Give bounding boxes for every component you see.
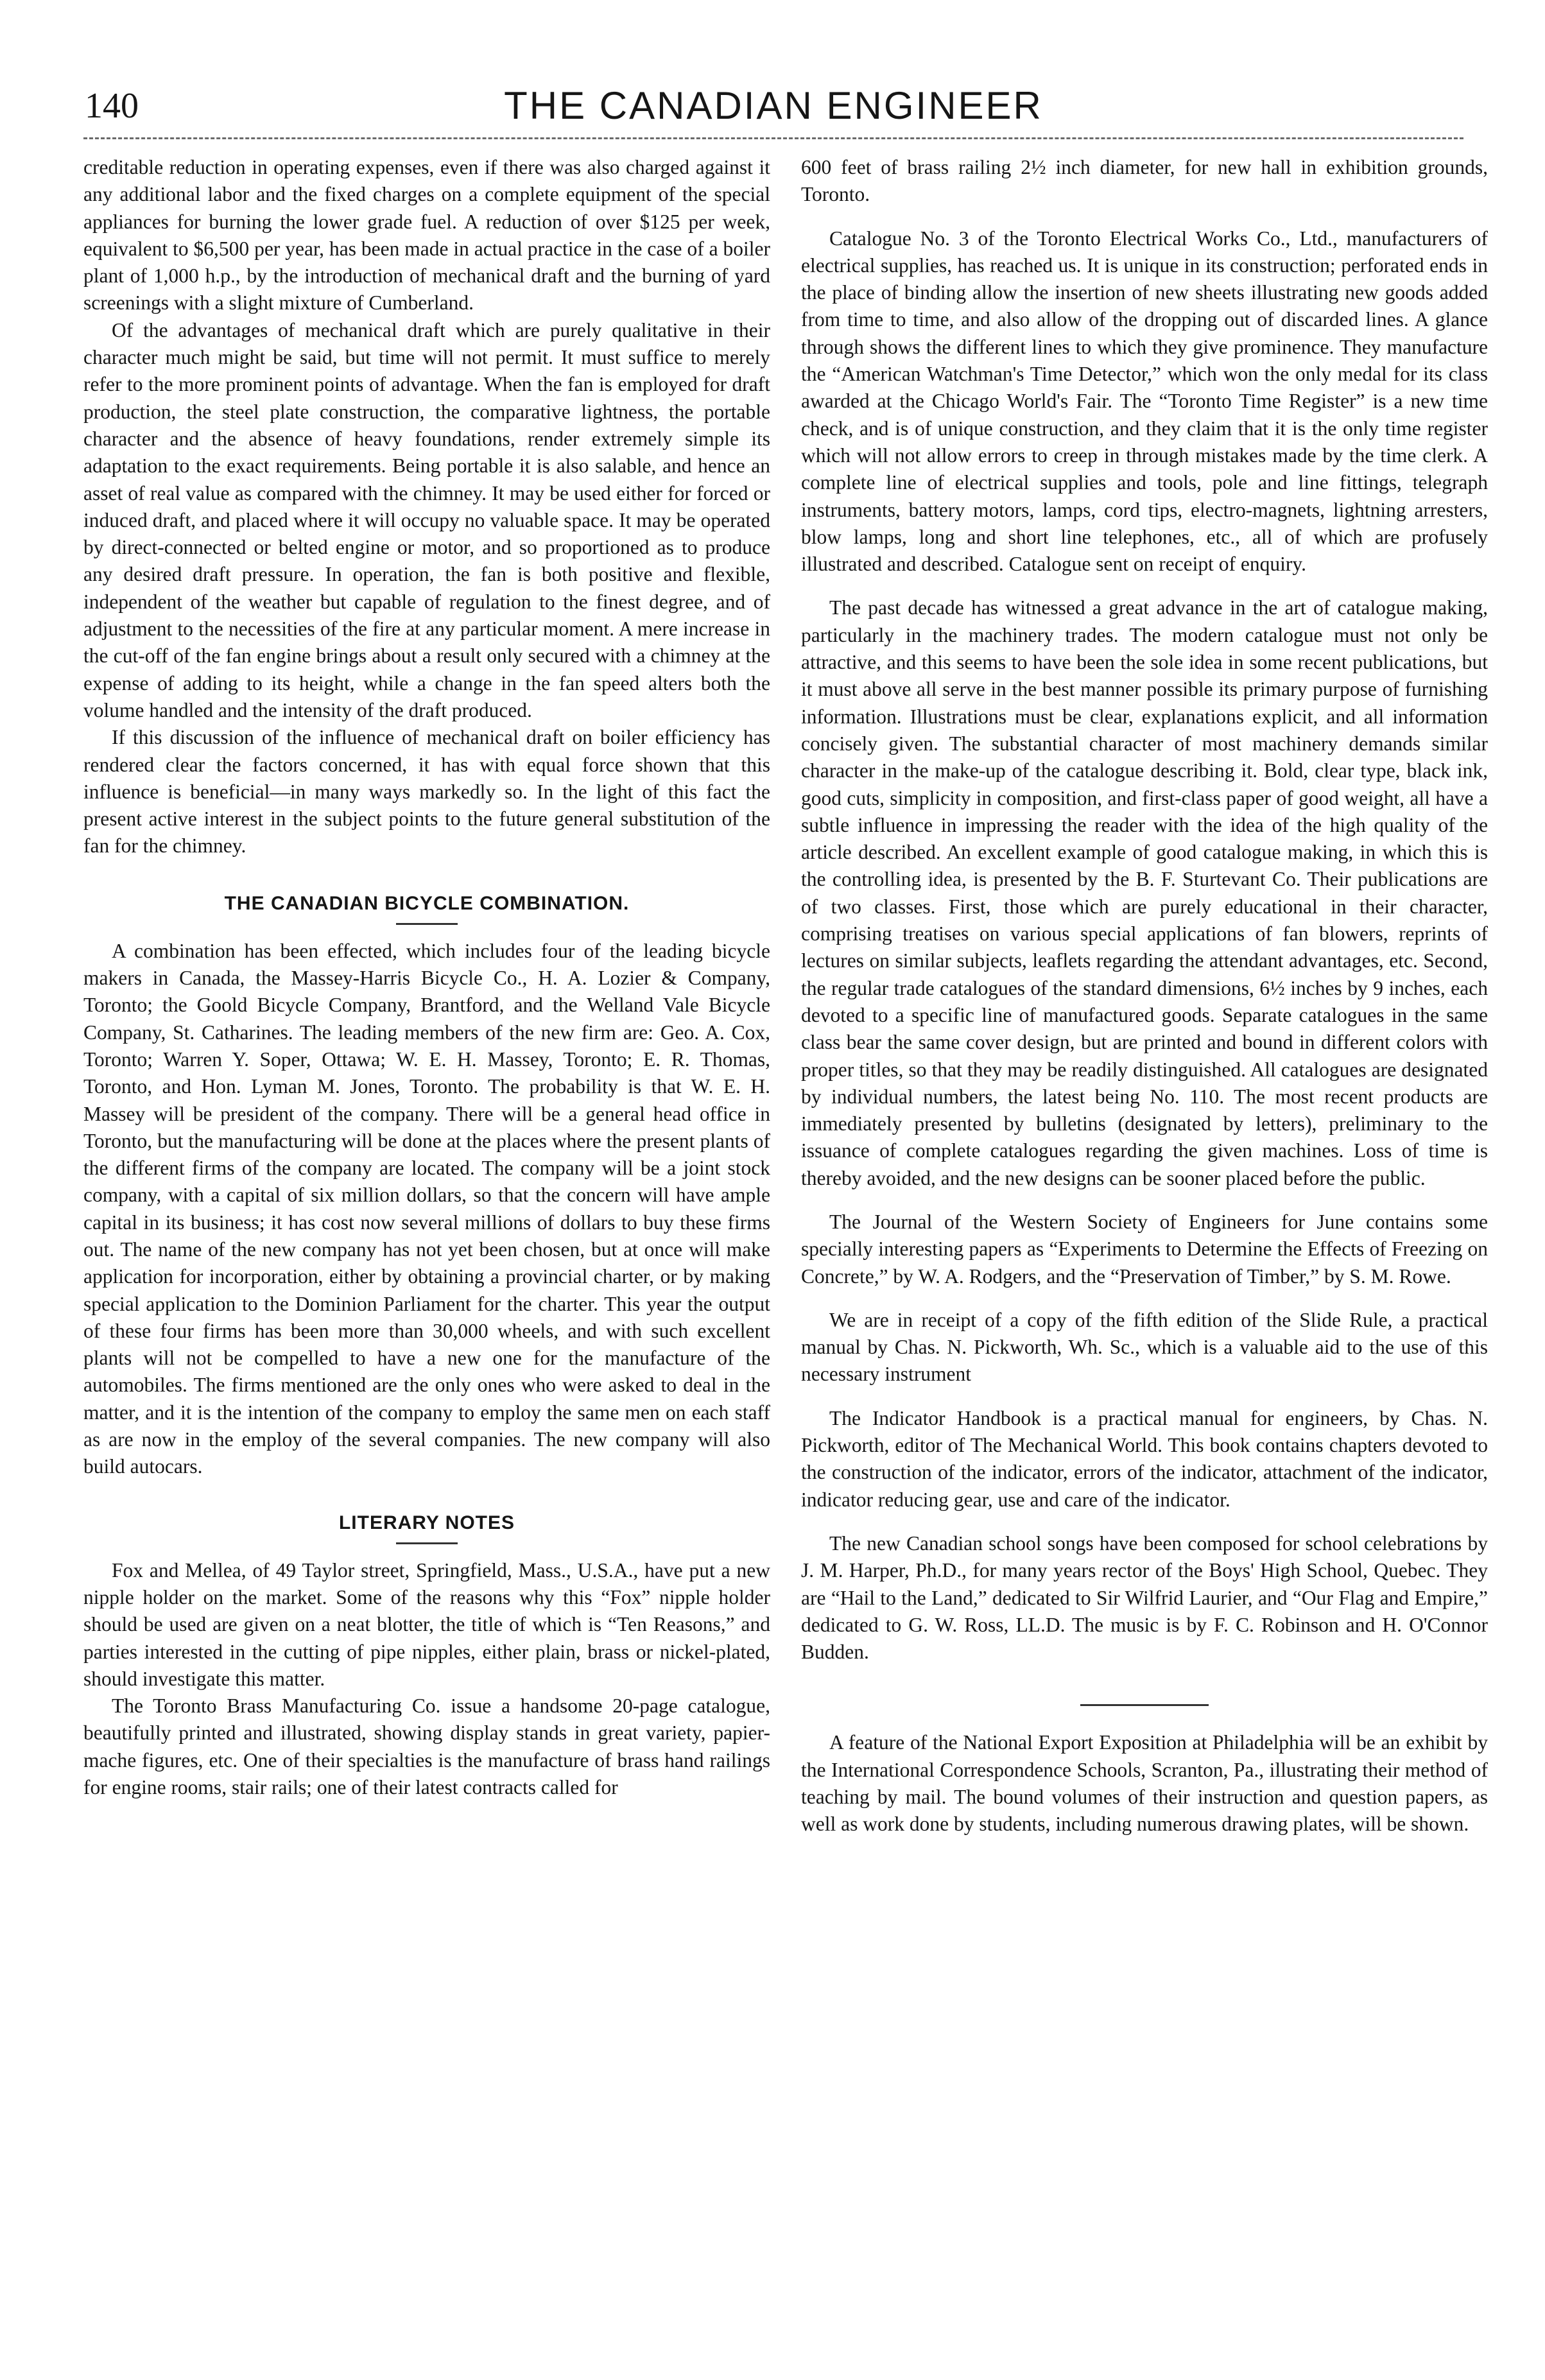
article-paragraph: If this discussion of the influence of mechanical draft on boiler efficiency has rendered clear the factors concerned, it has with equal force shown that this influence is beneficial—in many ways markedly so. In the light of this fact the present active interest in the subject points to the future general substitution of the fan for the chimney. <box>83 726 770 858</box>
section-divider <box>396 923 458 925</box>
section-divider <box>1080 1704 1209 1706</box>
article-paragraph: The Toronto Brass Manufacturing Co. issue a handsome 20-page catalogue, beautifully printed and illustrated, showing display stands in great variety, papier-mache figures, etc. One of their specialties is the manufacture of brass hand railings for engine rooms, stair rails; one of their latest contracts called for <box>83 1694 770 1799</box>
section-heading-literary-notes: LITERARY NOTES <box>338 1512 515 1533</box>
article-paragraph: A combination has been effected, which includes four of the leading bicycle makers in Canada, the Massey-Harris Bicycle Co., H. A. Lozier & Company, Toronto; the Goold Bicycle Company, Brantford, and the Welland Vale Bicycle Company, St. Catharines. The leading members of the new firm are: Geo. A. Cox, Toronto; Warren Y. Soper, Ottawa; W. E. H. Massey, Toronto; E. R. Thomas, Toronto, and Hon. Lyman M. Jones, Toronto. The probability is that W. E. H. Massey will be president of the company. There will be a general head office in Toronto, but the manufacturing will be done at the places where the present plants of the different firms of the company are located. The company will be a joint stock company, with a capital of six million dollars, so that the concern will have ample capital in its business; it has cost now several millions of dollars to buy these firms out. The name of the new company has not yet been chosen, but at once will make application for incorporation, either by obtaining a provincial charter, or by making special application to the Dominion Parliament for the charter. This year the output of these four firms has been more than 30,000 wheels, and with such excellent plants will not be compelled to have a new one for the manufacture of the automobiles. The firms mentioned are the only ones who were asked to deal in the matter, and it is the intention of the company to employ the same men on each staff as are now in the employ of the several companies. The new company will also build autocars. <box>83 939 770 1478</box>
section-heading-bicycle-combination: THE CANADIAN BICYCLE COMBINATION. <box>224 892 630 914</box>
article-paragraph: Fox and Mellea, of 49 Taylor street, Springfield, Mass., U.S.A., have put a new nipple holder on the market. Some of the reasons why this “Fox” nipple holder should be used are given on a neat blotter, the title of which is “Ten Reasons,” and parties interested in the cutting of pipe nipples, either plain, brass or nickel-plated, should investigate this matter. <box>83 1558 770 1690</box>
section-divider <box>396 1542 458 1544</box>
article-paragraph: We are in receipt of a copy of the fifth edition of the Slide Rule, a practical manual by Chas. N. Pickworth, Wh. Sc., which is a valuable aid to the use of this necessary instrument <box>801 1308 1488 1386</box>
journal-title: THE CANADIAN ENGINEER <box>504 84 1043 127</box>
page-header <box>83 82 1463 140</box>
article-paragraph: The new Canadian school songs have been composed for school celebrations by J. M. Harper, Ph.D., for many years rector of the Boys' High School, Quebec. They are “Hail to the Land,” dedicated to Sir Wilfrid Laurier, and “Our Flag and Empire,” dedicated to G. W. Ross, LL.D. The music is by F. C. Robinson and H. O'Connor Budden. <box>801 1531 1488 1664</box>
article-paragraph: The Journal of the Western Society of Engineers for June contains some specially interesting papers as “Experiments to Determine the Effects of Freezing on Concrete,” by W. A. Rodgers, and the “Preservation of Timber,” by S. M. Rowe. <box>801 1210 1488 1288</box>
page-number: 140 <box>85 86 139 126</box>
article-paragraph: 600 feet of brass railing 2½ inch diameter, for new hall in exhibition grounds, Toronto. <box>801 156 1488 206</box>
article-paragraph: The past decade has witnessed a great advance in the art of catalogue making, particularly in the machinery trades. The modern catalogue must not only be attractive, and this seems to have been the sole idea in some recent publications, but it must above all serve in the best manner possible its primary purpose of furnishing information. Illustrations must be clear, explanations explicit, and all information concisely given. The substantial character of most machinery demands similar character in the make-up of the catalogue describing it. Bold, clear type, black ink, good cuts, simplicity in composition, and first-class paper of good weight, all have a subtle influence in impressing the reader with the idea of the high quality of the article described. An excellent example of good catalogue making, in which this is the controlling idea, is presented by the B. F. Sturtevant Co. Their publications are of two classes. First, those which are purely educational in their character, comprising treatises on various special applications of fan blowers, reprints of lectures on similar subjects, leaflets regarding the attendant advantages, etc. Second, the regular trade catalogues of the standard dimensions, 6½ inches by 9 inches, each devoted to a specific line of manufactured goods. Separate catalogues in the same class bear the same cover design, but are printed and bound in different colors with proper titles, so that they may be readily distinguished. All catalogues are designated by individual numbers, the latest being No. 110. The most recent products are immediately presented by bulletins (designated by letters), preliminary to the issuance of complete catalogues regarding the given machines. Loss of time is thereby avoided, and the new designs can be sooner placed before the public. <box>801 596 1488 1189</box>
header-rule <box>83 137 1463 139</box>
right-column <box>801 154 1488 1838</box>
article-paragraph: The Indicator Handbook is a practical manual for engineers, by Chas. N. Pickworth, editor of The Mechanical World. This book contains chapters devoted to the construction of the indicator, errors of the indicator, attachment of the indicator, indicator reducing gear, use and care of the indicator. <box>801 1406 1488 1511</box>
left-column <box>83 154 770 1801</box>
article-paragraph: Catalogue No. 3 of the Toronto Electrical Works Co., Ltd., manufacturers of electrical supplies, has reached us. It is unique in its construction; perforated ends in the place of binding allow the insertion of new sheets illustrating new goods added from time to time, and also allow of the dropping out of discarded lines. A glance through shows the different lines to which they give prominence. They manufacture the “American Watchman's Time Detector,” which won the only medal for its class awarded at the Chicago World's Fair. The “Toronto Time Register” is a new time check, and is of unique construction, and they claim that it is the only time register which will not allow errors to creep in through mistakes made by the time clerk. A complete line of electrical supplies and tools, pole and line fittings, telegraph instruments, battery motors, lamps, cord tips, electro-magnets, lightning arresters, blow lamps, long and short line telephones, etc., all of which are profusely illustrated and described. Catalogue sent on receipt of enquiry. <box>801 227 1488 576</box>
article-paragraph: Of the advantages of mechanical draft which are purely qualitative in their character much might be said, but time will not permit. It must suffice to merely refer to the more prominent points of advantage. When the fan is employed for draft production, the steel plate construction, the comparative lightness, the portable character and the absence of heavy foundations, render extremely simple its adaptation to the exact requirements. Being portable it is also salable, and hence an asset of real value as compared with the chimney. It may be used either for forced or induced draft, and placed where it will occupy no valuable space. It may be operated by direct-connected or belted engine or motor, and so proportioned as to produce any desired draft pressure. In operation, the fan is both positive and flexible, independent of the weather but capable of regulation to the finest degree, and of adjustment to the necessities of the fire at any particular moment. A mere increase in the cut-off of the fan engine brings about a result only secured with a chimney at the expense of adding to its height, while a change in the fan speed alters both the volume handled and the intensity of the draft produced. <box>83 318 770 721</box>
article-paragraph: A feature of the National Export Exposition at Philadelphia will be an exhibit by the International Correspondence Schools, Scranton, Pa., illustrating their method of teaching by mail. The bound volumes of their instruction and question papers, as well as work done by students, including numerous drawing plates, will be shown. <box>801 1731 1488 1836</box>
article-paragraph: creditable reduction in operating expenses, even if there was also charged against it any additional labor and the fixed charges on a complete equipment of the special appliances for burning the lower grade fuel. A reduction of over $125 per week, equivalent to $6,500 per year, has been made in actual practice in the case of a boiler plant of 1,000 h.p., by the introduction of mechanical draft and the burning of yard screenings with a slight mixture of Cumberland. <box>83 156 770 315</box>
